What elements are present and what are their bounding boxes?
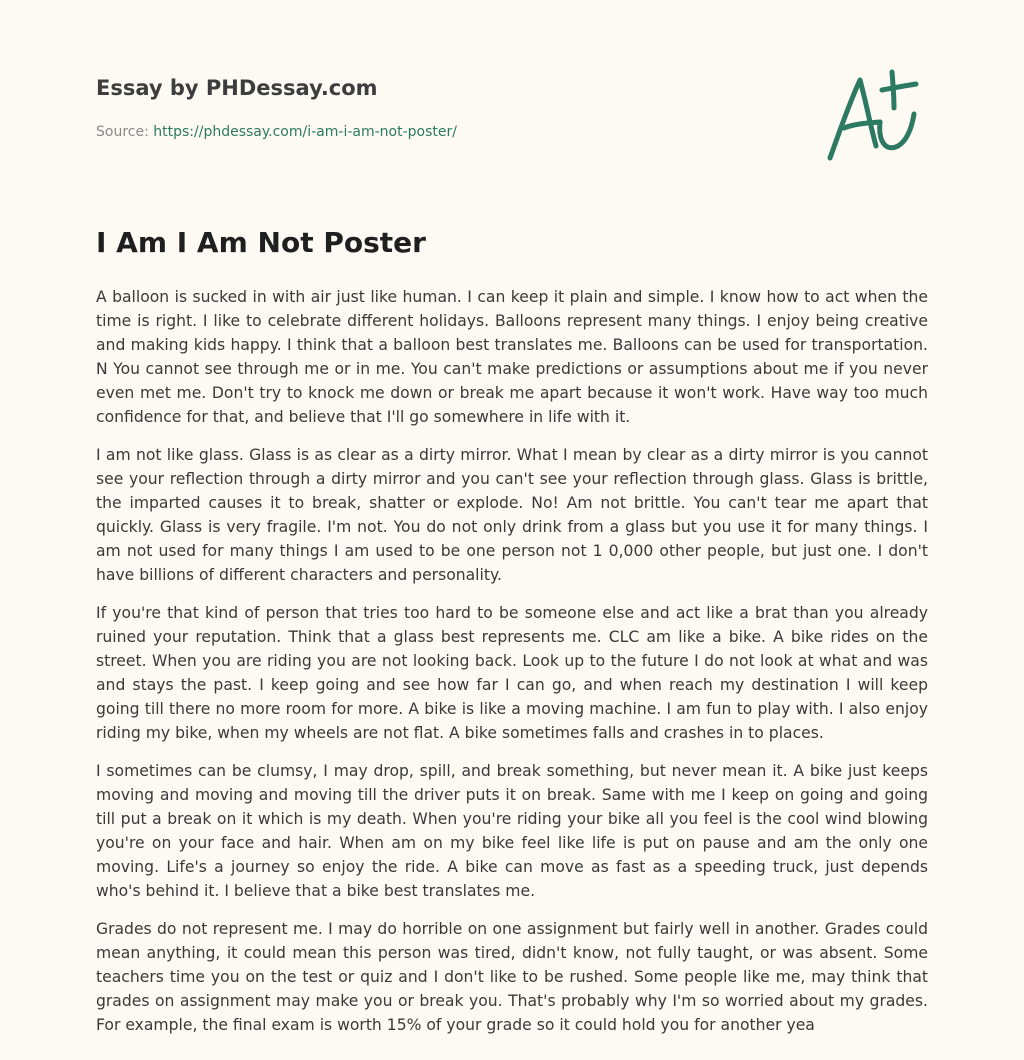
source-label: Source: [96,124,149,140]
essay-paragraph: I sometimes can be clumsy, I may drop, spill, and break something, but never mean it. A bike just keeps moving and moving and moving till the driver puts it on break. Same with me I keep on going and going till put a break on it which is my death. When you're riding your bike all you feel is the cool wind blowing you're on your face and hair. When am on my bike feel like life is put on pause and am the only one moving. Life's a journey so enjoy the ride. A bike can move as fast as a speeding truck, just depends who's behind it. I believe that a bike best translates me. [96,762,928,900]
essay-title: I Am I Am Not Poster [96,226,426,259]
essay-paragraph: If you're that kind of person that tries too hard to be someone else and act like a brat than you already ruined your reputation. Think that a glass best represents me. CLC am like a bike. A bike rides on the street. When you are riding you are not looking back. Look up to the future I do not look at what and was and stays the past. I keep going and see how far I can go, and when reach my destination I will keep going till there no more room for more. A bike is like a moving machine. I am fun to play with. I also enjoy riding my bike, when my wheels are not flat. A bike sometimes falls and crashes in to places. [96,604,928,742]
essay-paragraph: I am not like glass. Glass is as clear as a dirty mirror. What I mean by clear as a dirty mirror is you cannot see your reflection through a dirty mirror and you can't see your reflection through glass. Glass is brittle, the imparted causes it to break, shatter or explode. No! Am not brittle. You can't tear me apart that quickly. Glass is very fragile. I'm not. You do not only drink from a glass but you use it for many things. I am not used for many things I am used to be one person not 1 0,000 other people, but just one. I don't have billions of different characters and personality. [96,446,928,584]
a-plus-grade-icon [820,66,930,166]
source-line [96,124,457,140]
essay-body [96,285,928,1051]
site-name: Essay by PHDessay.com [96,76,378,100]
source-link[interactable]: https://phdessay.com/i-am-i-am-not-poster/ [153,124,457,140]
essay-paragraph: Grades do not represent me. I may do horrible on one assignment but fairly well in another. Grades could mean anything, it could mean this person was tired, didn't know, not fully taught, or was absent. Some teachers time you on the test or quiz and I don't like to be rushed. Some people like me, may think that grades on assignment may make you or break you. That's probably why I'm so worried about my grades. For example, the final exam is worth 15% of your grade so it could hold you for another yea [96,920,928,1034]
essay-paragraph: A balloon is sucked in with air just like human. I can keep it plain and simple. I know how to act when the time is right. I like to celebrate different holidays. Balloons represent many things. I enjoy being creative and making kids happy. I think that a balloon best translates me. Balloons can be used for transportation. N You cannot see through me or in me. You can't make predictions or assumptions about me if you never even met me. Don't try to knock me down or break me apart because it won't work. Have way too much confidence for that, and believe that I'll go somewhere in life with it. [96,288,928,426]
